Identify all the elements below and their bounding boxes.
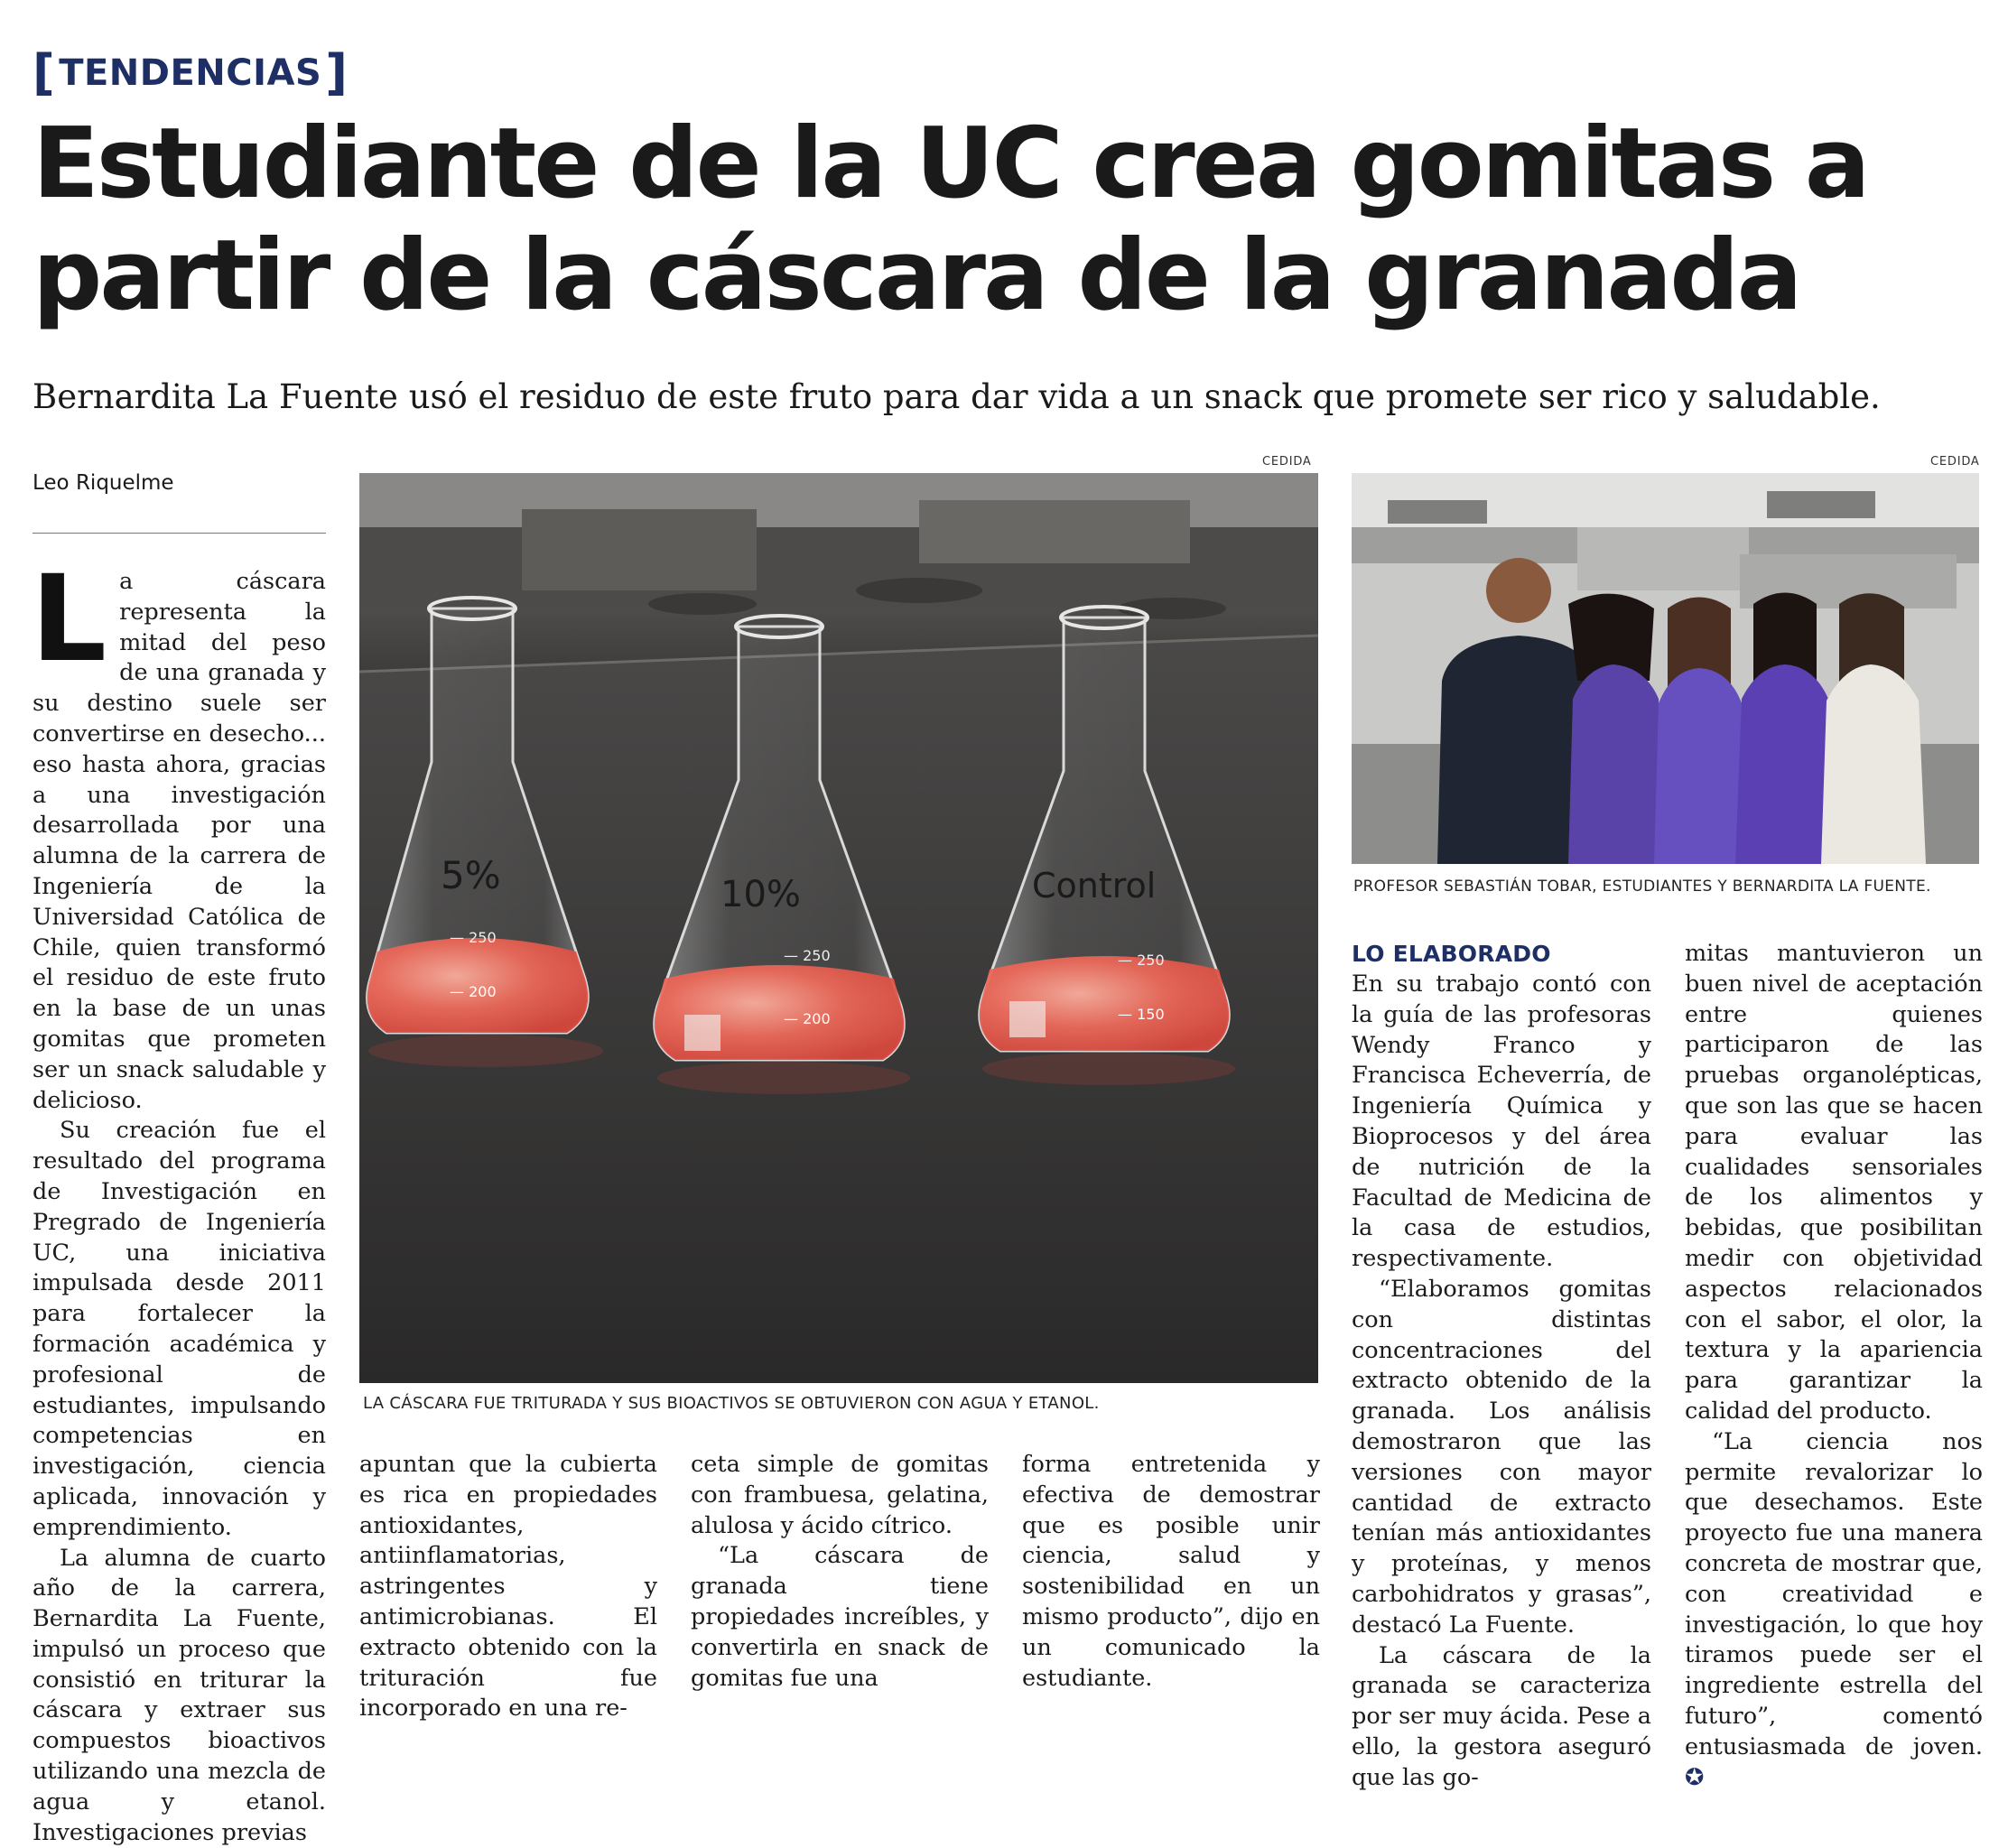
body-column-3: [691, 1450, 989, 1694]
paragraph-quote-3: “La ciencia nos permite revalorizar lo que desechamos. Este proyecto fue una manera concreta de mostrar que, con creatividad e investigación, lo que hoy tiramos puede ser el ingrediente estrella del futuro”, comentó entusiasmada de joven.: [1685, 1428, 1983, 1760]
photo-group: [1352, 473, 1979, 864]
paragraph-research: apuntan que la cubierta es rica en propiedades antioxidantes, antiinflamatorias, astringentes y antimicrobianas. El extracto obtenido con la trituración fue incorporado en una re-: [359, 1450, 657, 1724]
person-student-1: [1568, 594, 1663, 864]
subhead-lo-elaborado: LO ELABORADO: [1352, 939, 1651, 970]
body-column-4: [1022, 1450, 1320, 1694]
bracket-open: [: [33, 49, 55, 98]
paragraph-acceptance: mitas mantuvieron un buen nivel de aceptación entre quienes participaron de las pruebas organolépticas, que son las que se hacen para evaluar las cualidades sensoriales de los alimentos y bebidas, que posibilitan medir con objetividad aspectos relacionados con el sabor, el olor, la textura y la apariencia para garantizar la calidad del producto.: [1685, 939, 1983, 1427]
section-tag: [33, 45, 348, 101]
flask-label-5: 5%: [441, 853, 501, 897]
flask-label-10: 10%: [720, 874, 801, 915]
svg-text:— 200: — 200: [784, 1010, 831, 1027]
body-column-5: [1352, 939, 1651, 1794]
photo-side-credit: CEDIDA: [1930, 455, 1980, 469]
flask-label-control: Control: [1032, 866, 1156, 905]
subtitle: Bernardita La Fuente usó el residuo de este fruto para dar vida a un snack que promete ser rico y saludable.: [33, 376, 1983, 419]
photo-flasks: [359, 473, 1318, 1383]
byline: Leo Riquelme: [33, 471, 174, 495]
photo-main-credit: CEDIDA: [1262, 455, 1312, 469]
end-mark-icon: ✪: [1685, 1764, 1704, 1791]
svg-text:— 200: — 200: [450, 983, 497, 1000]
paragraph-quote-2: “Elaboramos gomitas con distintas concentraciones del extracto obtenido de la granada. Los análisis demostraron que las versiones con mayor cantidad de extracto tenían más antioxidantes y proteínas, y menos carbohidratos y grasas”, destacó La Fuente.: [1352, 1275, 1651, 1641]
svg-text:— 250: — 250: [1118, 952, 1165, 969]
photo-side-caption: PROFESOR SEBASTIÁN TOBAR, ESTUDIANTES Y BERNARDITA LA FUENTE.: [1353, 878, 1985, 896]
paragraph-guidance: En su trabajo contó con la guía de las profesoras Wendy Franco y Francisca Echeverría, de Ingeniería Química y Bioprocesos y del área de nutrición de la Facultad de Medicina de la casa de estudios, respectivamente.: [1352, 970, 1651, 1275]
paragraph-recipe: ceta simple de gomitas con frambuesa, gelatina, alulosa y ácido cítrico.: [691, 1450, 989, 1541]
paragraph-acidity: La cáscara de la granada se caracteriza por ser muy ácida. Pese a ello, la gestora aseguró que las go-: [1352, 1641, 1651, 1794]
dropcap: L: [31, 572, 107, 666]
body-column-1: [33, 567, 326, 1848]
byline-divider: [33, 533, 326, 534]
paragraph-quote-1: “La cáscara de granada tiene propiedades increíbles, y convertirla en snack de gomitas fue una: [691, 1541, 989, 1694]
body-column-2: [359, 1450, 657, 1724]
photo-main-caption: LA CÁSCARA FUE TRITURADA Y SUS BIOACTIVOS SE OBTUVIERON CON AGUA Y ETANOL.: [363, 1394, 1320, 1413]
svg-text:— 250: — 250: [450, 929, 497, 946]
bracket-close: ]: [325, 49, 348, 98]
paragraph-process: La alumna de cuarto año de la carrera, Bernardita La Fuente, impulsó un proceso que consistió en triturar la cáscara y extraer sus compuestos bioactivos utilizando una mezcla de agua y etanol. Investigaciones previas: [33, 1544, 326, 1848]
svg-text:— 150: — 150: [1118, 1006, 1165, 1023]
paragraph-quote-1-end: forma entretenida y efectiva de demostrar que es posible unir ciencia, salud y sostenibilidad en un mismo producto”, dijo en un comunicado la estudiante.: [1022, 1450, 1320, 1694]
headline: Estudiante de la UC crea gomitas a partir de la cáscara de la granada: [33, 108, 1929, 332]
body-column-6: [1685, 939, 1983, 1793]
svg-text:— 250: — 250: [784, 947, 831, 964]
paragraph-program: Su creación fue el resultado del programa de Investigación en Pregrado de Ingeniería UC, una iniciativa impulsada desde 2011 para fortalecer la formación académica y profesional de estudiantes, impulsando competencias en investigación, ciencia aplicada, innovación y emprendimiento.: [33, 1116, 326, 1543]
paragraph-intro: a cáscara representa la mitad del peso de una granada y su destino suele ser convertirse en desecho... eso hasta ahora, gracias a una investigación desarrollada por una alumna de la carrera de Ingeniería de la Universidad Católica de Chile, quien transformó el residuo de este fruto en la base de un unas gomitas que prometen ser un snack saludable y delicioso.: [33, 568, 326, 1114]
section-label: TENDENCIAS: [59, 52, 321, 94]
